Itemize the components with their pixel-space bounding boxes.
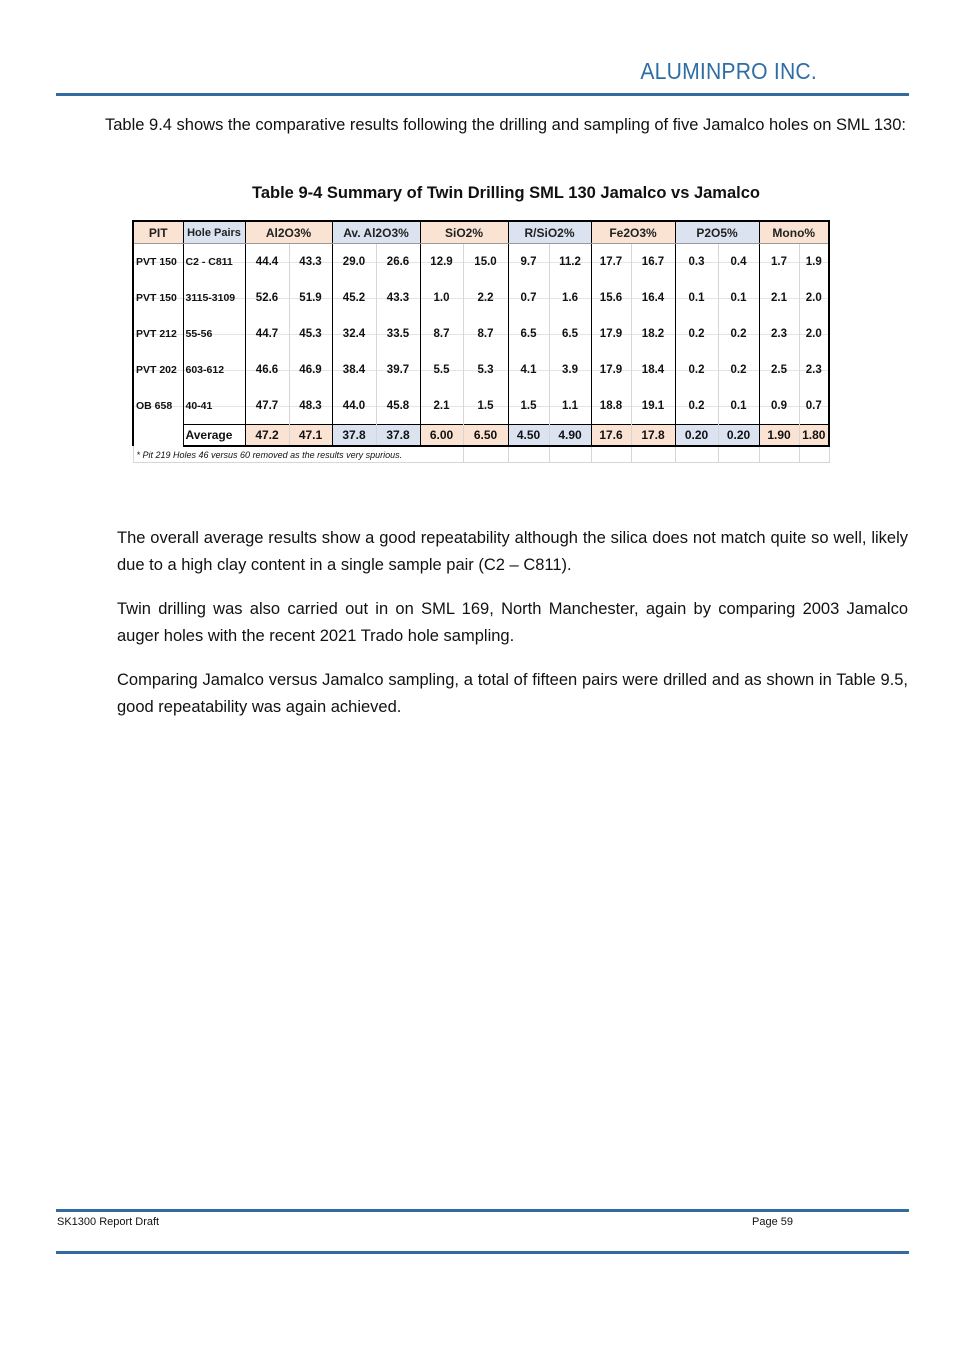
value-cell: 1.0 (420, 280, 463, 316)
value-cell: 33.5 (376, 316, 420, 352)
average-value: 4.90 (549, 425, 591, 447)
table-row (133, 280, 829, 316)
value-cell: 1.1 (549, 388, 591, 425)
value-cell: 2.2 (463, 280, 508, 316)
value-cell: 1.7 (759, 244, 799, 281)
average-value: 0.20 (718, 425, 759, 447)
table-row (133, 388, 829, 425)
value-cell: 1.5 (463, 388, 508, 425)
table-header-row (133, 221, 829, 244)
value-cell: 26.6 (376, 244, 420, 281)
body-paragraph: Comparing Jamalco versus Jamalco sampling, a total of fifteen pairs were drilled and as shown in Table 9.5, good repeatability was again achieved. (117, 671, 908, 716)
value-cell: 16.4 (631, 280, 675, 316)
hole-pair-cell: 55-56 (183, 316, 245, 352)
table-title: Table 9-4 Summary of Twin Drilling SML 130 Jamalco vs Jamalco (251, 184, 760, 202)
value-cell: 45.2 (332, 280, 376, 316)
empty-cell (675, 446, 718, 463)
table-row (133, 244, 829, 281)
value-cell: 12.9 (420, 244, 463, 281)
body-paragraph: The overall average results show a good repeatability although the silica does not match quite so well, likely due to a high clay content in a single sample pair (C2 – C811). (117, 529, 908, 574)
value-cell: 2.3 (759, 316, 799, 352)
twin-drilling-table (132, 220, 830, 463)
hole-pair-cell: 603-612 (183, 352, 245, 388)
value-cell: 0.3 (675, 244, 718, 281)
value-cell: 2.1 (420, 388, 463, 425)
value-cell: 52.6 (245, 280, 289, 316)
average-row (133, 425, 829, 447)
average-pit-cell (133, 425, 183, 447)
pit-cell: OB 658 (133, 388, 183, 425)
value-cell: 44.4 (245, 244, 289, 281)
hole-pair-cell: 3115-3109 (183, 280, 245, 316)
pit-cell: PVT 150 (133, 280, 183, 316)
value-cell: 46.9 (289, 352, 332, 388)
value-cell: 5.5 (420, 352, 463, 388)
hole-pair-cell: C2 - C811 (183, 244, 245, 281)
value-cell: 2.0 (799, 316, 829, 352)
average-value: 1.80 (799, 425, 829, 447)
empty-cell (463, 446, 508, 463)
empty-cell (591, 446, 631, 463)
value-cell: 43.3 (289, 244, 332, 281)
hole-pair-cell: 40-41 (183, 388, 245, 425)
table-row (133, 316, 829, 352)
value-cell: 0.1 (675, 280, 718, 316)
value-cell: 16.7 (631, 244, 675, 281)
company-name: ALUMINPRO INC. (640, 58, 817, 84)
value-cell: 43.3 (376, 280, 420, 316)
value-cell: 47.7 (245, 388, 289, 425)
value-cell: 0.4 (718, 244, 759, 281)
value-cell: 0.2 (675, 316, 718, 352)
average-value: 37.8 (376, 425, 420, 447)
header-sio2: SiO2% (420, 221, 508, 244)
value-cell: 3.9 (549, 352, 591, 388)
value-cell: 6.5 (549, 316, 591, 352)
average-value: 6.00 (420, 425, 463, 447)
value-cell: 2.5 (759, 352, 799, 388)
value-cell: 38.4 (332, 352, 376, 388)
average-value: 17.8 (631, 425, 675, 447)
intro-paragraph: Table 9.4 shows the comparative results following the drilling and sampling of five Jamalco holes on SML 130: (105, 116, 906, 134)
empty-cell (759, 446, 799, 463)
value-cell: 6.5 (508, 316, 549, 352)
body-paragraph: Twin drilling was also carried out in on SML 169, North Manchester, again by comparing 2003 Jamalco auger holes with the recent 2021 Trado hole sampling. (117, 600, 908, 645)
value-cell: 0.9 (759, 388, 799, 425)
value-cell: 19.1 (631, 388, 675, 425)
empty-cell (549, 446, 591, 463)
header-rule (56, 93, 909, 96)
value-cell: 5.3 (463, 352, 508, 388)
value-cell: 18.2 (631, 316, 675, 352)
value-cell: 0.1 (718, 388, 759, 425)
empty-cell (508, 446, 549, 463)
header-p2o5: P2O5% (675, 221, 759, 244)
value-cell: 1.9 (799, 244, 829, 281)
value-cell: 4.1 (508, 352, 549, 388)
average-value: 6.50 (463, 425, 508, 447)
average-value: 1.90 (759, 425, 799, 447)
average-value: 0.20 (675, 425, 718, 447)
footer-rule-bottom (56, 1251, 909, 1254)
average-value: 47.1 (289, 425, 332, 447)
empty-cell (631, 446, 675, 463)
header-av-al2o3: Av. Al2O3% (332, 221, 420, 244)
value-cell: 32.4 (332, 316, 376, 352)
value-cell: 45.8 (376, 388, 420, 425)
value-cell: 46.6 (245, 352, 289, 388)
value-cell: 0.1 (718, 280, 759, 316)
empty-cell (718, 446, 759, 463)
footer-report-name: SK1300 Report Draft (57, 1216, 160, 1228)
value-cell: 17.9 (591, 352, 631, 388)
header-rsio2: R/SiO2% (508, 221, 591, 244)
average-value: 17.6 (591, 425, 631, 447)
value-cell: 1.5 (508, 388, 549, 425)
value-cell: 44.7 (245, 316, 289, 352)
value-cell: 2.1 (759, 280, 799, 316)
value-cell: 44.0 (332, 388, 376, 425)
value-cell: 2.3 (799, 352, 829, 388)
value-cell: 11.2 (549, 244, 591, 281)
table-footnote: * Pit 219 Holes 46 versus 60 removed as the results very spurious. (133, 446, 463, 463)
value-cell: 8.7 (463, 316, 508, 352)
header-mono: Mono% (759, 221, 829, 244)
value-cell: 15.0 (463, 244, 508, 281)
value-cell: 45.3 (289, 316, 332, 352)
empty-cell (799, 446, 829, 463)
header-pit: PIT (133, 221, 183, 244)
value-cell: 39.7 (376, 352, 420, 388)
value-cell: 0.2 (675, 352, 718, 388)
value-cell: 48.3 (289, 388, 332, 425)
value-cell: 9.7 (508, 244, 549, 281)
pit-cell: PVT 150 (133, 244, 183, 281)
header-fe2o3: Fe2O3% (591, 221, 675, 244)
header-al2o3: Al2O3% (245, 221, 332, 244)
value-cell: 29.0 (332, 244, 376, 281)
value-cell: 8.7 (420, 316, 463, 352)
value-cell: 1.6 (549, 280, 591, 316)
value-cell: 18.4 (631, 352, 675, 388)
value-cell: 18.8 (591, 388, 631, 425)
value-cell: 15.6 (591, 280, 631, 316)
pit-cell: PVT 212 (133, 316, 183, 352)
footer-page-number: Page 59 (752, 1216, 793, 1228)
value-cell: 0.2 (718, 352, 759, 388)
value-cell: 51.9 (289, 280, 332, 316)
value-cell: 0.2 (718, 316, 759, 352)
value-cell: 0.7 (799, 388, 829, 425)
average-value: 4.50 (508, 425, 549, 447)
footer-rule-top (56, 1209, 909, 1212)
table-note-row (133, 446, 829, 463)
value-cell: 0.2 (675, 388, 718, 425)
value-cell: 17.9 (591, 316, 631, 352)
header-hole-pairs: Hole Pairs (183, 221, 245, 244)
average-label: Average (183, 425, 245, 447)
average-value: 47.2 (245, 425, 289, 447)
value-cell: 0.7 (508, 280, 549, 316)
table-row (133, 352, 829, 388)
value-cell: 17.7 (591, 244, 631, 281)
average-value: 37.8 (332, 425, 376, 447)
pit-cell: PVT 202 (133, 352, 183, 388)
value-cell: 2.0 (799, 280, 829, 316)
